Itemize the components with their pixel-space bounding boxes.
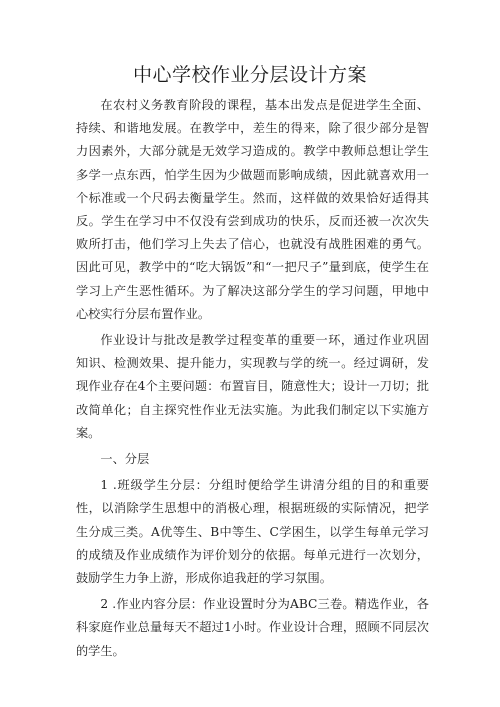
paragraph-class-layering: 1 .班级学生分层：分组时便给学生讲清分组的目的和重要性，以消除学生思想中的消极心理，根据班级的实际情况，把学生分成三类。A优等生、B中等生、C学困生，以学生每单元学习的成绩及作业成绩作为评价划分的依据。每单元进行一次划分，鼓励学生力争上游，形成你追我赶的学习氛围。 — [76, 478, 429, 586]
paragraph-intro: 在农村义务教育阶段的课程，基本出发点是促进学生全面、持续、和谐地发展。在教学中，差生的得来，除了很少部分是智力因素外，大部分就是无效学习造成的。教学中教师总想让学生多学一点东西，怕学生因为少做题而影响成绩，因此就喜欢用一个标准或一个尺码去衡量学生。然而，这样做的效果恰好适得其反。学生在学习中不仅没有尝到成功的快乐，反而还被一次次失败所打击，他们学习上失去了信心，也就没有战胜困难的勇气。因此可见，教学中的“吃大锅饭”和“一把尺子”量到底，使学生在学习上产生恶性循环。为了解决这部分学生的学习问题，甲地中心校实行分层布置作业。 — [76, 98, 429, 321]
section-heading-layering: 一、分层 — [100, 452, 150, 467]
paragraph-content-layering: 2 .作业内容分层：作业设置时分为ABC三卷。精选作业，各科家庭作业总量每天不超过1小时。作业设计合理，照顾不同层次的学生。 — [76, 597, 429, 658]
document-body — [76, 94, 429, 663]
paragraph-homework-problems: 作业设计与批改是教学过程变革的重要一环，通过作业巩固知识、检测效果、提升能力，实现教与学的统一。经过调研，发现作业存在4个主要问题：布置盲目，随意性大；设计一刀切；批改简单化；自主探究性作业无法实施。为此我们制定以下实施方案。 — [76, 333, 429, 440]
document-title: 中心学校作业分层设计方案 — [132, 64, 367, 86]
